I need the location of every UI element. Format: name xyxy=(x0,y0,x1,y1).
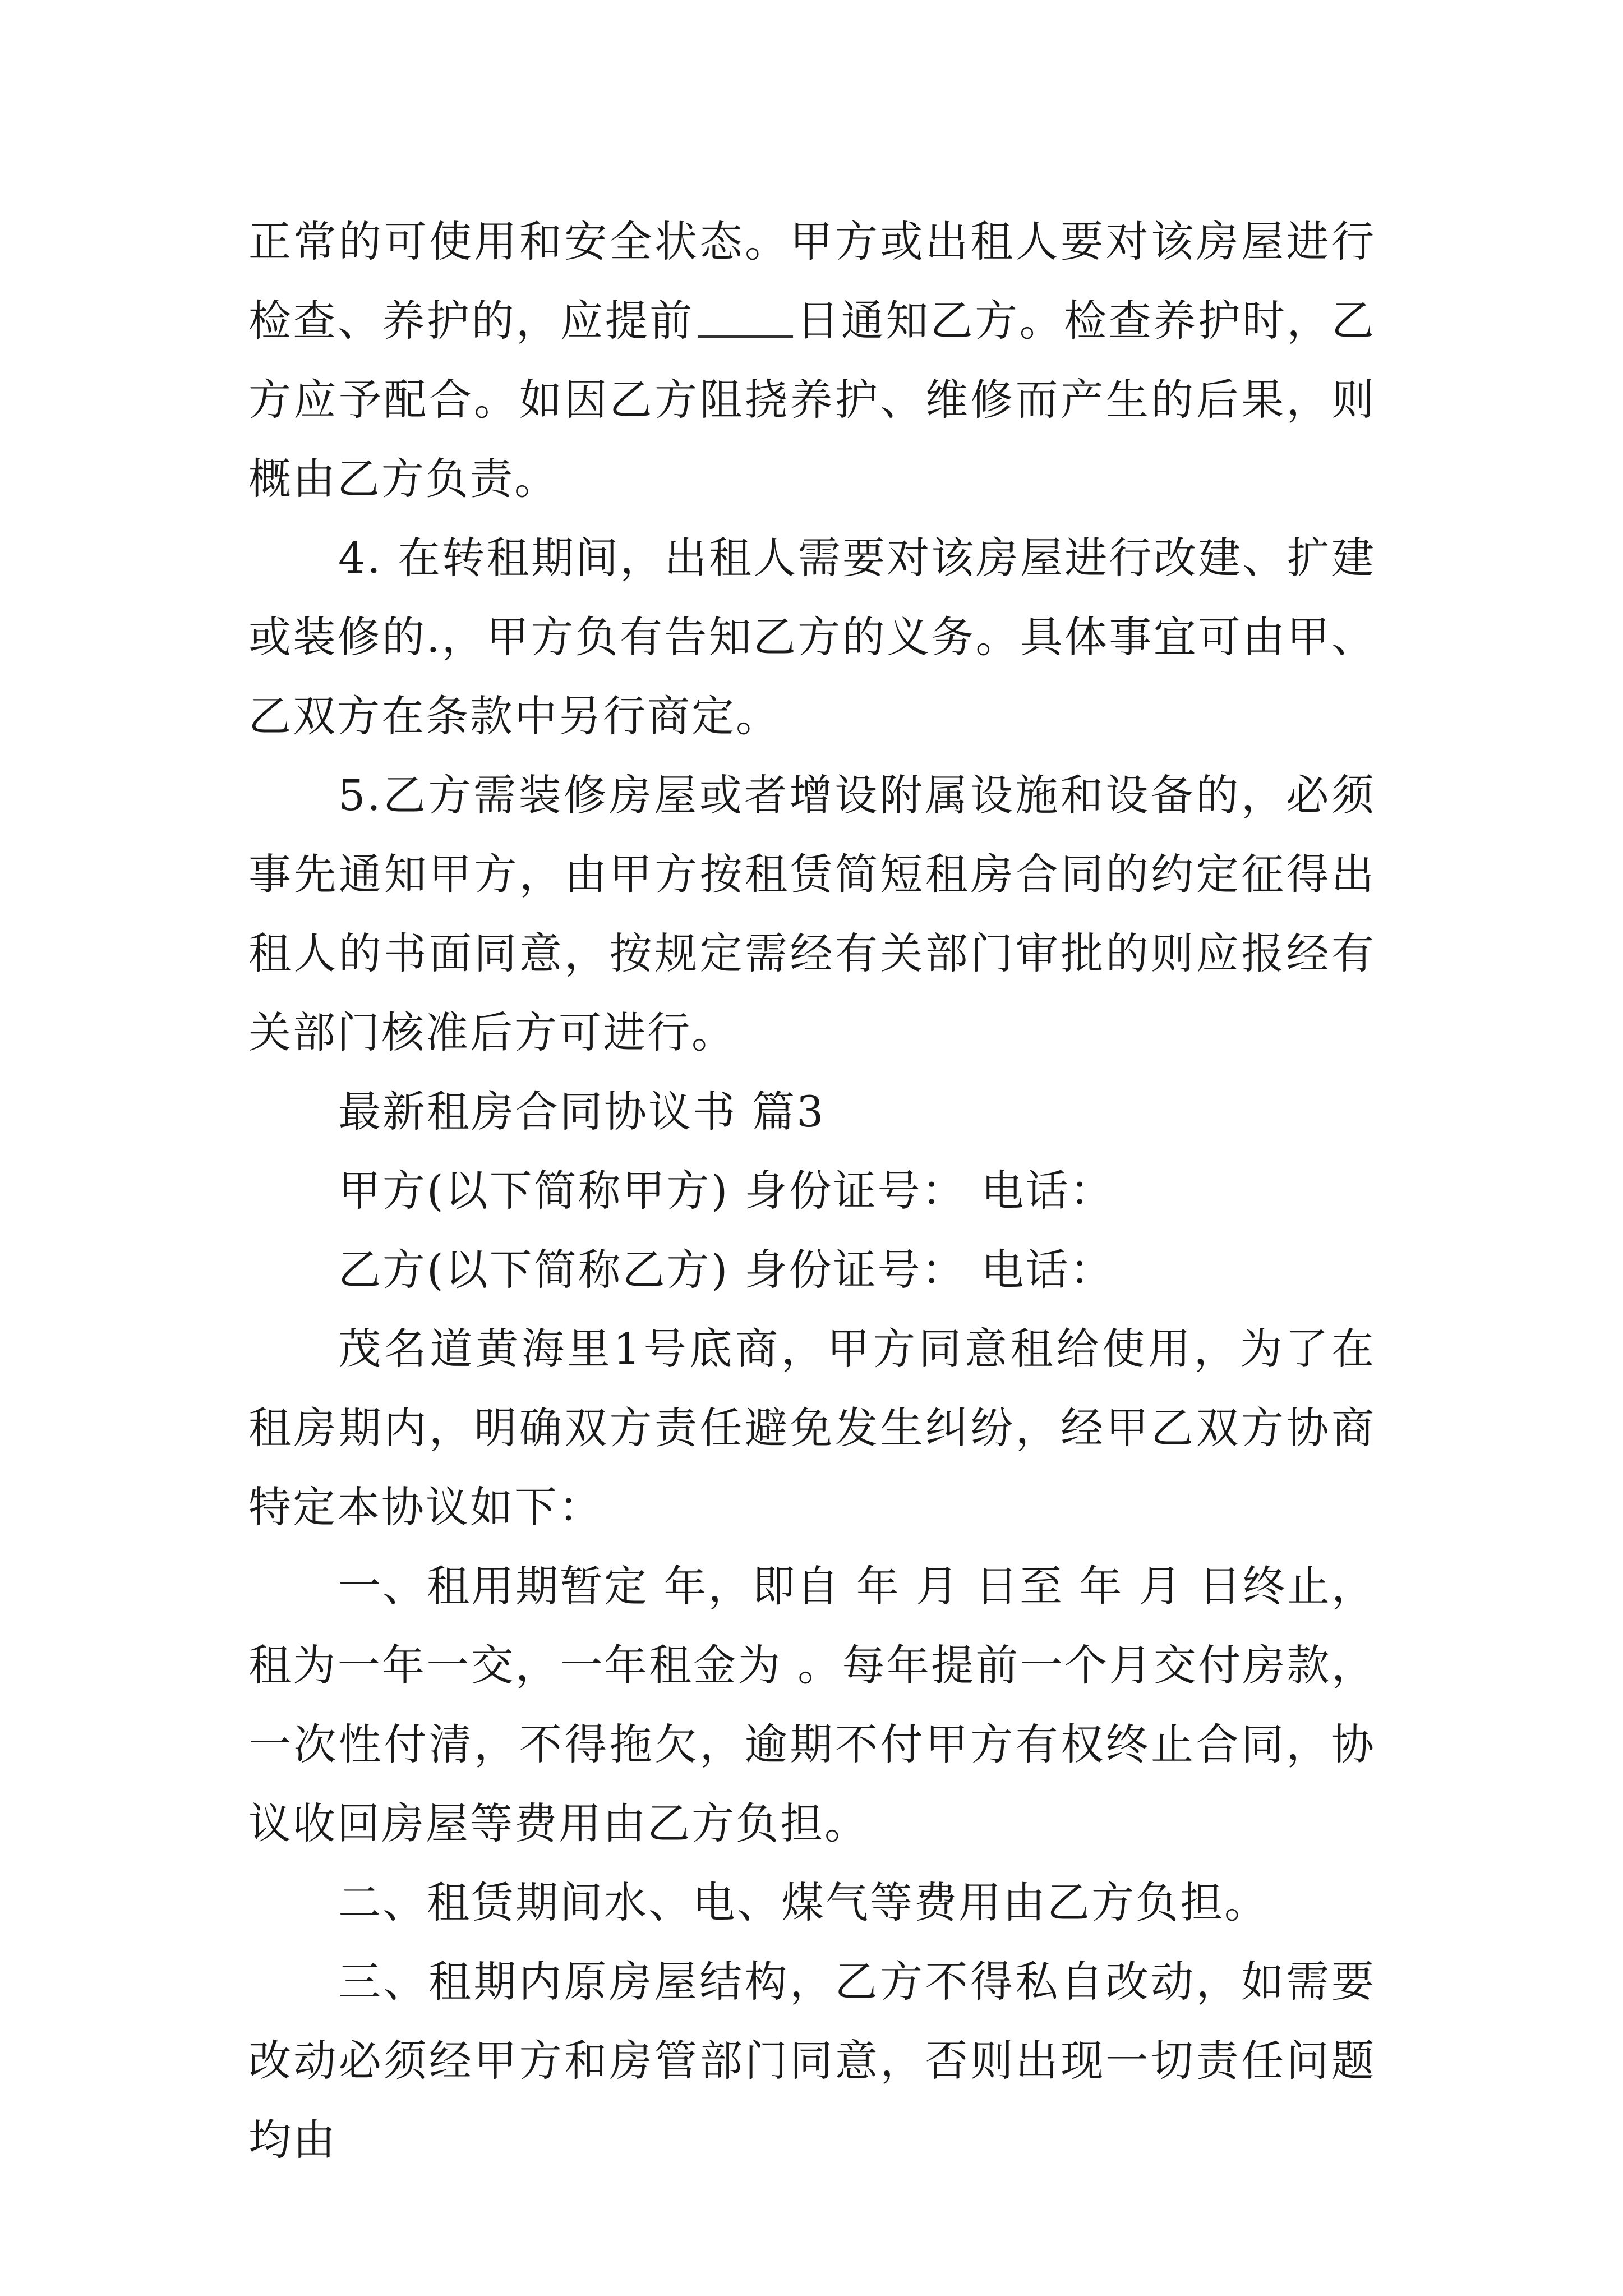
paragraph-2: 4. 在转租期间，出租人需要对该房屋进行改建、扩建或装修的.，甲方负有告知乙方的义务。具体事宜可由甲、乙双方在条款中另行商定。 xyxy=(248,533,1376,741)
clause-3: 三、租期内原房屋结构，乙方不得私自改动，如需要改动必须经甲方和房管部门同意，否则出现一切责任问题均由 xyxy=(248,1957,1376,2165)
party-b-line: 乙方(以下简称乙方) 身份证号： 电话： xyxy=(338,1245,1114,1295)
party-a-line: 甲方(以下简称甲方) 身份证号： 电话： xyxy=(338,1166,1114,1216)
paragraph-1 xyxy=(248,202,1376,518)
paragraph-1-text: 正常的可使用和安全状态。甲方或出租人要对该房屋进行检查、养护的，应提前 xyxy=(248,217,1376,346)
clause-2: 二、租赁期间水、电、煤气等费用由乙方负担。 xyxy=(338,1878,1269,1927)
blank-underline xyxy=(698,302,793,338)
section-heading: 最新租房合同协议书 篇3 xyxy=(338,1087,826,1137)
paragraph-intro: 茂名道黄海里1号底商，甲方同意租给使用，为了在租房期内，明确双方责任避免发生纠纷，经甲乙双方协商特定本协议如下： xyxy=(248,1324,1376,1532)
paragraph-1-text-after: 日通知乙方。检查养护时，乙方应予配合。如因乙方阻挠养护、维修而产生的后果，则概由乙方负责。 xyxy=(248,296,1376,504)
paragraph-3: 5.乙方需装修房屋或者增设附属设施和设备的，必须事先通知甲方，由甲方按租赁简短租房合同的约定征得出租人的书面同意，按规定需经有关部门审批的则应报经有关部门核准后方可进行。 xyxy=(248,770,1376,1057)
clause-1: 一、租用期暂定 年，即自 年 月 日至 年 月 日终止，租为一年一交，一年租金为 。每年提前一个月交付房款，一次性付清，不得拖欠，逾期不付甲方有权终止合同，协议收回房屋等费用由乙方负担。 xyxy=(248,1561,1376,1848)
document-body xyxy=(248,202,1376,2179)
